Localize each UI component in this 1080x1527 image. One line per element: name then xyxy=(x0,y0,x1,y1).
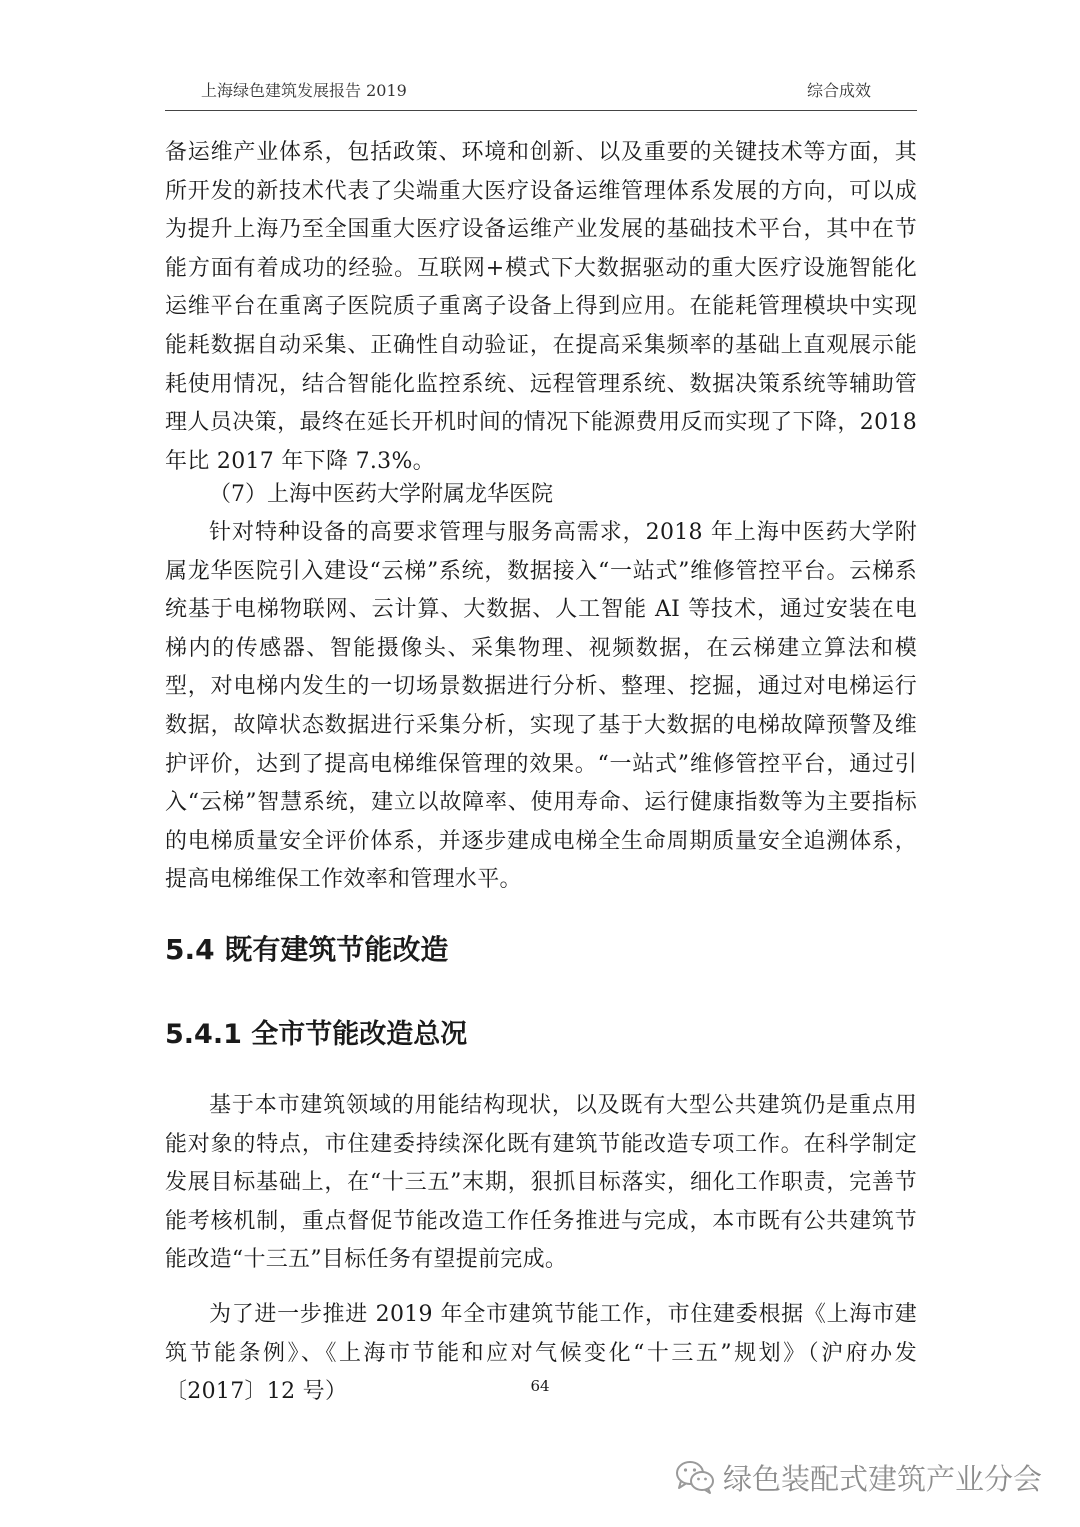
page-header xyxy=(165,74,917,111)
sub-heading-longhua-hospital: （7）上海中医药大学附属龙华医院 xyxy=(209,482,553,507)
section-heading-5-4: 5.4 既有建筑节能改造 xyxy=(165,933,449,966)
watermark-text: 绿色装配式建筑产业分会 xyxy=(722,1461,1042,1496)
wechat-icon xyxy=(675,1459,715,1495)
paragraph-elevator-system: 针对特种设备的高要求管理与服务高需求，2018 年上海中医药大学附属龙华医院引入建设“云梯”系统，数据接入“一站式”维修管控平台。云梯系统基于电梯物联网、云计算、大数据、人工智能 AI 等技术，通过安装在电梯内的传感器、智能摄像头、采集物理、视频数据，在云梯建立算法和模型，对电梯内发生的一切场景数据进行分析、整理、挖掘，通过对电梯运行数据，故障状态数据进行采集分析，实现了基于大数据的电梯故障预警及维护评价，达到了提高电梯维保管理的效果。“一站式”维修管控平台，通过引入“云梯”智慧系统，建立以故障率、使用寿命、运行健康指数等为主要指标的电梯质量安全评价体系，并逐步建成电梯全生命周期质量安全追溯体系，提高电梯维保工作效率和管理水平。 xyxy=(165,520,917,893)
paragraph-medical-ops: 备运维产业体系，包括政策、环境和创新、以及重要的关键技术等方面，其所开发的新技术代表了尖端重大医疗设备运维管理体系发展的方向，可以成为提升上海乃至全国重大医疗设备运维产业发展的基础技术平台，其中在节能方面有着成功的经验。互联网+模式下大数据驱动的重大医疗设施智能化运维平台在重离子医院质子重离子设备上得到应用。在能耗管理模块中实现能耗数据自动采集、正确性自动验证，在提高采集频率的基础上直观展示能耗使用情况，结合智能化监控系统、远程管理系统、数据决策系统等辅助管理人员决策，最终在延长开机时间的情况下能源费用反而实现了下降，2018 年比 2017 年下降 7.3%。 xyxy=(165,140,917,474)
page-number: 64 xyxy=(530,1377,550,1395)
wechat-watermark xyxy=(675,1455,1042,1499)
paragraph-retrofit-overview: 基于本市建筑领域的用能结构现状，以及既有大型公共建筑仍是重点用能对象的特点，市住建委持续深化既有建筑节能改造专项工作。在科学制定发展目标基础上，在“十三五”末期，狠抓目标落实，细化工作职责，完善节能考核机制，重点督促节能改造工作任务推进与完成，本市既有公共建筑节能改造“十三五”目标任务有望提前完成。 xyxy=(165,1093,917,1273)
paragraph-2019-work: 为了进一步推进 2019 年全市建筑节能工作，市住建委根据《上海市建筑节能条例》、《上海市节能和应对气候变化“十三五”规划》（沪府办发〔2017〕12 号） xyxy=(165,1302,917,1405)
section-heading-5-4-1: 5.4.1 全市节能改造总况 xyxy=(165,1019,468,1050)
report-title: 上海绿色建筑发展报告 2019 xyxy=(201,81,407,100)
section-title: 综合成效 xyxy=(806,81,871,100)
